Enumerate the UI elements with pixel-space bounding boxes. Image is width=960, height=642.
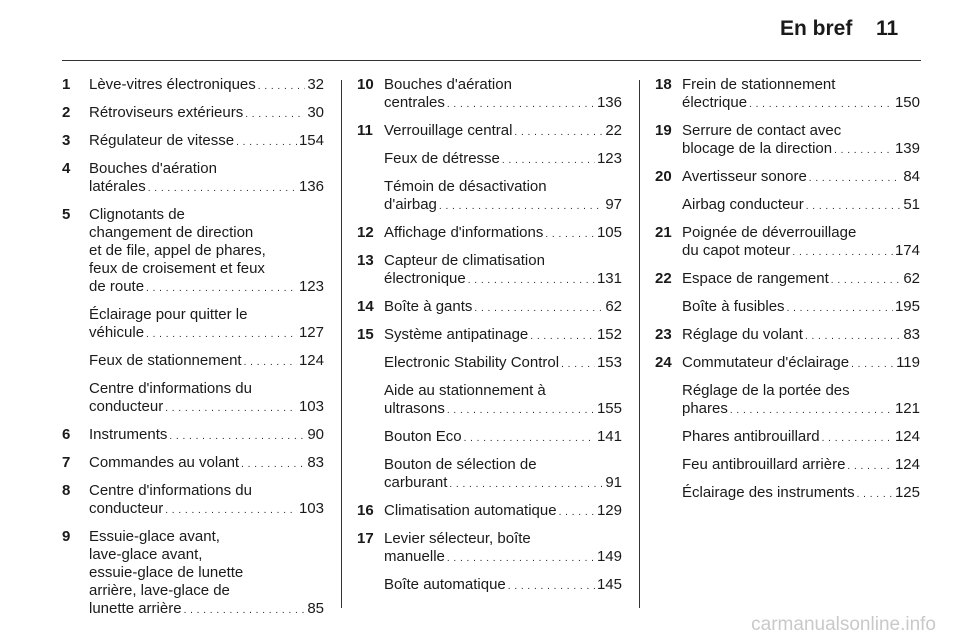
dot-leader [236, 132, 297, 152]
entry-label: d'airbag [384, 196, 437, 213]
entry-text [89, 352, 324, 372]
entry-text [682, 326, 920, 346]
dot-leader [847, 456, 893, 476]
item-number: 18 [655, 76, 672, 93]
item-number: 9 [62, 528, 71, 545]
item-number: 12 [357, 224, 374, 241]
page-reference: 51 [903, 196, 920, 213]
entry-leader-line [682, 94, 920, 114]
item-number: 11 [357, 122, 373, 139]
entry-label: conducteur [89, 398, 164, 415]
entry-text [384, 456, 622, 494]
page-reference: 124 [894, 456, 920, 473]
index-entry [357, 354, 622, 374]
entry-label: ultrasons [384, 400, 445, 417]
index-entry [357, 382, 622, 420]
index-entry [62, 528, 324, 620]
dot-leader [244, 352, 297, 372]
item-number: 5 [62, 206, 71, 223]
index-entry [655, 298, 920, 318]
dot-leader [559, 502, 595, 522]
index-entry [357, 178, 622, 216]
dot-leader [806, 196, 902, 216]
page-reference: 125 [894, 484, 920, 501]
index-entry [62, 76, 324, 96]
index-entry [655, 456, 920, 476]
entry-leader-line [384, 474, 622, 494]
item-number: 21 [655, 224, 672, 241]
index-entry [357, 576, 622, 596]
page-reference: 121 [894, 400, 920, 417]
entry-label: Lève-vitres électroniques [89, 76, 256, 93]
dot-leader [258, 76, 306, 96]
item-number: 8 [62, 482, 71, 499]
entry-text [89, 380, 324, 418]
dot-leader [749, 94, 893, 114]
index-entry [357, 502, 622, 522]
page-title: En bref [780, 17, 853, 40]
entry-label: lunette arrière [89, 600, 182, 617]
item-number: 10 [357, 76, 374, 93]
page-reference: 153 [596, 354, 622, 371]
index-entry [62, 352, 324, 372]
entry-line: et de file, appel de phares, [89, 242, 266, 259]
index-entry [62, 306, 324, 344]
item-number: 7 [62, 454, 71, 471]
index-entry [655, 168, 920, 188]
entry-label: Rétroviseurs extérieurs [89, 104, 244, 121]
entry-leader-line [384, 298, 622, 318]
entry-text [384, 502, 622, 522]
item-number: 16 [357, 502, 374, 519]
page-reference: 195 [894, 298, 920, 315]
page-reference: 154 [298, 132, 324, 149]
entry-line: arrière, lave-glace de [89, 582, 230, 599]
page-reference: 91 [605, 474, 622, 491]
entry-label: conducteur [89, 500, 164, 517]
index-entry [357, 298, 622, 318]
entry-label: Boîte à gants [384, 298, 473, 315]
entry-label: Feux de stationnement [89, 352, 242, 369]
entry-leader-line [384, 548, 622, 568]
entry-label: Régulateur de vitesse [89, 132, 235, 149]
index-entry [655, 354, 920, 374]
entry-text [384, 150, 622, 170]
item-number: 22 [655, 270, 672, 287]
entry-label: phares [682, 400, 728, 417]
entry-leader-line [89, 352, 324, 372]
entry-leader-line [89, 398, 324, 418]
page-reference: 136 [596, 94, 622, 111]
entry-line: Réglage de la portée des [682, 382, 850, 399]
item-number: 3 [62, 132, 71, 149]
entry-line: Éclairage pour quitter le [89, 306, 248, 323]
entry-line: Bouton de sélection de [384, 456, 537, 473]
item-number: 13 [357, 252, 374, 269]
entry-text [89, 454, 324, 474]
index-entry [62, 132, 324, 152]
index-column-2 [357, 76, 622, 604]
dot-leader [822, 428, 893, 448]
entry-leader-line [682, 270, 920, 290]
page-reference: 124 [894, 428, 920, 445]
page-reference: 124 [298, 352, 324, 369]
item-number: 2 [62, 104, 71, 121]
dot-leader [464, 428, 595, 448]
entry-text [682, 270, 920, 290]
page-reference: 97 [605, 196, 622, 213]
entry-label: Réglage du volant [682, 326, 803, 343]
page-reference: 62 [605, 298, 622, 315]
dot-leader [809, 168, 902, 188]
entry-text [682, 354, 920, 374]
entry-leader-line [89, 426, 324, 446]
entry-label: Electronic Stability Control [384, 354, 560, 371]
entry-label: Espace de rangement [682, 270, 829, 287]
entry-label: Affichage d'informations [384, 224, 544, 241]
entry-line: Poignée de déverrouillage [682, 224, 857, 241]
index-entry [357, 326, 622, 346]
index-entry [357, 122, 622, 142]
entry-text [384, 224, 622, 244]
entry-leader-line [682, 456, 920, 476]
dot-leader [146, 324, 297, 344]
index-entry [357, 150, 622, 170]
entry-label: Instruments [89, 426, 168, 443]
page-reference: 152 [596, 326, 622, 343]
item-number: 4 [62, 160, 71, 177]
entry-text [384, 428, 622, 448]
page-reference: 123 [298, 278, 324, 295]
entry-text [89, 206, 324, 298]
item-number: 20 [655, 168, 672, 185]
entry-label: de route [89, 278, 145, 295]
entry-leader-line [682, 400, 920, 420]
entry-text [384, 178, 622, 216]
entry-leader-line [89, 600, 324, 620]
entry-leader-line [384, 196, 622, 216]
entry-text [384, 530, 622, 568]
index-column-1 [62, 76, 324, 628]
entry-text [682, 456, 920, 476]
item-number: 19 [655, 122, 672, 139]
entry-text [384, 382, 622, 420]
page-reference: 155 [596, 400, 622, 417]
index-entry [655, 224, 920, 262]
index-entry [357, 76, 622, 114]
entry-leader-line [682, 428, 920, 448]
dot-leader [184, 600, 306, 620]
index-entry [62, 380, 324, 418]
entry-leader-line [682, 484, 920, 504]
dot-leader [805, 326, 901, 346]
entry-label: centrales [384, 94, 445, 111]
dot-leader [468, 270, 595, 290]
index-entry [655, 270, 920, 290]
index-entry [357, 428, 622, 448]
item-number: 14 [357, 298, 374, 315]
page-reference: 105 [596, 224, 622, 241]
entry-text [89, 306, 324, 344]
entry-text [384, 76, 622, 114]
index-entry [62, 104, 324, 124]
entry-line: feux de croisement et feux [89, 260, 265, 277]
entry-line: lave-glace avant, [89, 546, 203, 563]
entry-text [682, 428, 920, 448]
entry-line: Bouches d'aération [89, 160, 217, 177]
dot-leader [447, 400, 595, 420]
page-number: 11 [876, 17, 899, 40]
entry-text [384, 354, 622, 374]
entry-label: Boîte automatique [384, 576, 506, 593]
index-entry [357, 456, 622, 494]
entry-label: manuelle [384, 548, 445, 565]
page-reference: 83 [903, 326, 920, 343]
entry-label: Verrouillage central [384, 122, 513, 139]
entry-leader-line [89, 500, 324, 520]
index-entry [357, 224, 622, 244]
index-entry [655, 196, 920, 216]
entry-text [682, 224, 920, 262]
page-reference: 145 [596, 576, 622, 593]
dot-leader [857, 484, 893, 504]
entry-label: électrique [682, 94, 748, 111]
entry-line: Aide au stationnement à [384, 382, 546, 399]
entry-leader-line [682, 298, 920, 318]
index-entry [357, 530, 622, 568]
entry-text [682, 382, 920, 420]
dot-leader [241, 454, 305, 474]
dot-leader [514, 122, 603, 142]
entry-label: électronique [384, 270, 466, 287]
entry-label: Climatisation automatique [384, 502, 557, 519]
entry-text [89, 482, 324, 520]
dot-leader [165, 500, 297, 520]
dot-leader [245, 104, 305, 124]
entry-leader-line [89, 454, 324, 474]
entry-text [89, 528, 324, 620]
page-reference: 136 [298, 178, 324, 195]
page-header [0, 0, 960, 64]
entry-label: carburant [384, 474, 448, 491]
entry-leader-line [89, 104, 324, 124]
page-reference: 139 [894, 140, 920, 157]
page-reference: 90 [307, 426, 324, 443]
entry-leader-line [682, 140, 920, 160]
dot-leader [851, 354, 894, 374]
entry-text [89, 104, 324, 124]
entry-leader-line [89, 76, 324, 96]
index-entry [357, 252, 622, 290]
entry-line: Frein de stationnement [682, 76, 836, 93]
page-reference: 62 [903, 270, 920, 287]
dot-leader [449, 474, 603, 494]
entry-label: Boîte à fusibles [682, 298, 785, 315]
entry-label: Airbag conducteur [682, 196, 804, 213]
index-entry [62, 426, 324, 446]
page-reference: 131 [596, 270, 622, 287]
entry-line: Levier sélecteur, boîte [384, 530, 531, 547]
entry-line: Témoin de désactivation [384, 178, 547, 195]
dot-leader [561, 354, 595, 374]
dot-leader [474, 298, 603, 318]
index-entry [62, 206, 324, 298]
dot-leader [169, 426, 305, 446]
entry-leader-line [89, 132, 324, 152]
index-entry [655, 122, 920, 160]
header-divider [62, 60, 921, 61]
entry-leader-line [384, 428, 622, 448]
dot-leader [834, 140, 893, 160]
entry-text [384, 122, 622, 142]
page-reference: 127 [298, 324, 324, 341]
page-reference: 141 [596, 428, 622, 445]
page-reference: 119 [896, 354, 920, 371]
entry-label: Bouton Eco [384, 428, 462, 445]
page-reference: 103 [298, 398, 324, 415]
entry-text [682, 122, 920, 160]
page-reference: 83 [307, 454, 324, 471]
index-entry [655, 484, 920, 504]
entry-leader-line [384, 122, 622, 142]
item-number: 24 [655, 354, 672, 371]
dot-leader [148, 178, 297, 198]
entry-line: Capteur de climatisation [384, 252, 545, 269]
page-reference: 30 [307, 104, 324, 121]
index-entry [655, 326, 920, 346]
entry-leader-line [682, 326, 920, 346]
entry-label: Commandes au volant [89, 454, 240, 471]
item-number: 6 [62, 426, 71, 443]
page-reference: 32 [307, 76, 324, 93]
entry-label: du capot moteur [682, 242, 791, 259]
index-entry [62, 160, 324, 198]
dot-leader [502, 150, 595, 170]
entry-leader-line [384, 150, 622, 170]
entry-line: Serrure de contact avec [682, 122, 842, 139]
dot-leader [545, 224, 595, 244]
entry-line: Centre d'informations du [89, 380, 252, 397]
entry-leader-line [384, 224, 622, 244]
item-number: 1 [62, 76, 71, 93]
dot-leader [831, 270, 902, 290]
entry-label: Feux de détresse [384, 150, 500, 167]
entry-leader-line [89, 178, 324, 198]
entry-leader-line [384, 502, 622, 522]
dot-leader [730, 400, 893, 420]
entry-leader-line [384, 576, 622, 596]
entry-leader-line [384, 400, 622, 420]
entry-label: latérales [89, 178, 146, 195]
entry-text [682, 168, 920, 188]
entry-label: Avertisseur sonore [682, 168, 807, 185]
entry-text [682, 298, 920, 318]
entry-leader-line [682, 168, 920, 188]
column-divider-1 [341, 80, 342, 608]
index-entry [655, 76, 920, 114]
dot-leader [530, 326, 595, 346]
entry-line: changement de direction [89, 224, 254, 241]
dot-leader [165, 398, 297, 418]
page-reference: 149 [596, 548, 622, 565]
entry-text [89, 76, 324, 96]
index-column-3 [655, 76, 920, 512]
dot-leader [447, 94, 595, 114]
entry-leader-line [682, 354, 920, 374]
page-reference: 129 [596, 502, 622, 519]
entry-leader-line [89, 324, 324, 344]
dot-leader [146, 278, 297, 298]
entry-label: Commutateur d'éclairage [682, 354, 850, 371]
index-entry [62, 482, 324, 520]
entry-text [384, 298, 622, 318]
entry-label: véhicule [89, 324, 145, 341]
column-divider-2 [639, 80, 640, 608]
dot-leader [439, 196, 603, 216]
entry-line: Clignotants de [89, 206, 185, 223]
page-reference: 85 [307, 600, 324, 617]
entry-text [384, 576, 622, 596]
entry-leader-line [384, 94, 622, 114]
entry-label: Système antipatinage [384, 326, 529, 343]
dot-leader [508, 576, 595, 596]
entry-text [682, 76, 920, 114]
entry-text [384, 326, 622, 346]
entry-leader-line [89, 278, 324, 298]
entry-leader-line [682, 242, 920, 262]
page-reference: 103 [298, 500, 324, 517]
entry-leader-line [384, 354, 622, 374]
item-number: 17 [357, 530, 374, 547]
dot-leader [792, 242, 893, 262]
entry-label: Feu antibrouillard arrière [682, 456, 846, 473]
entry-text [384, 252, 622, 290]
entry-line: Essuie-glace avant, [89, 528, 220, 545]
dot-leader [787, 298, 893, 318]
dot-leader [447, 548, 595, 568]
entry-label: blocage de la direction [682, 140, 833, 157]
entry-leader-line [384, 270, 622, 290]
entry-line: essuie-glace de lunette [89, 564, 244, 581]
page-reference: 84 [903, 168, 920, 185]
entry-text [89, 426, 324, 446]
page-reference: 22 [605, 122, 622, 139]
entry-text [682, 484, 920, 504]
index-entry [655, 382, 920, 420]
index-entry [62, 454, 324, 474]
page-reference: 123 [596, 150, 622, 167]
item-number: 15 [357, 326, 374, 343]
entry-label: Phares antibrouillard [682, 428, 820, 445]
watermark: carmanualsonline.info [751, 614, 936, 635]
page-reference: 174 [894, 242, 920, 259]
entry-line: Centre d'informations du [89, 482, 252, 499]
index-entry [655, 428, 920, 448]
entry-text [89, 132, 324, 152]
entry-leader-line [384, 326, 622, 346]
entry-line: Bouches d'aération [384, 76, 512, 93]
entry-leader-line [682, 196, 920, 216]
item-number: 23 [655, 326, 672, 343]
page-reference: 150 [894, 94, 920, 111]
entry-text [682, 196, 920, 216]
entry-label: Éclairage des instruments [682, 484, 855, 501]
entry-text [89, 160, 324, 198]
